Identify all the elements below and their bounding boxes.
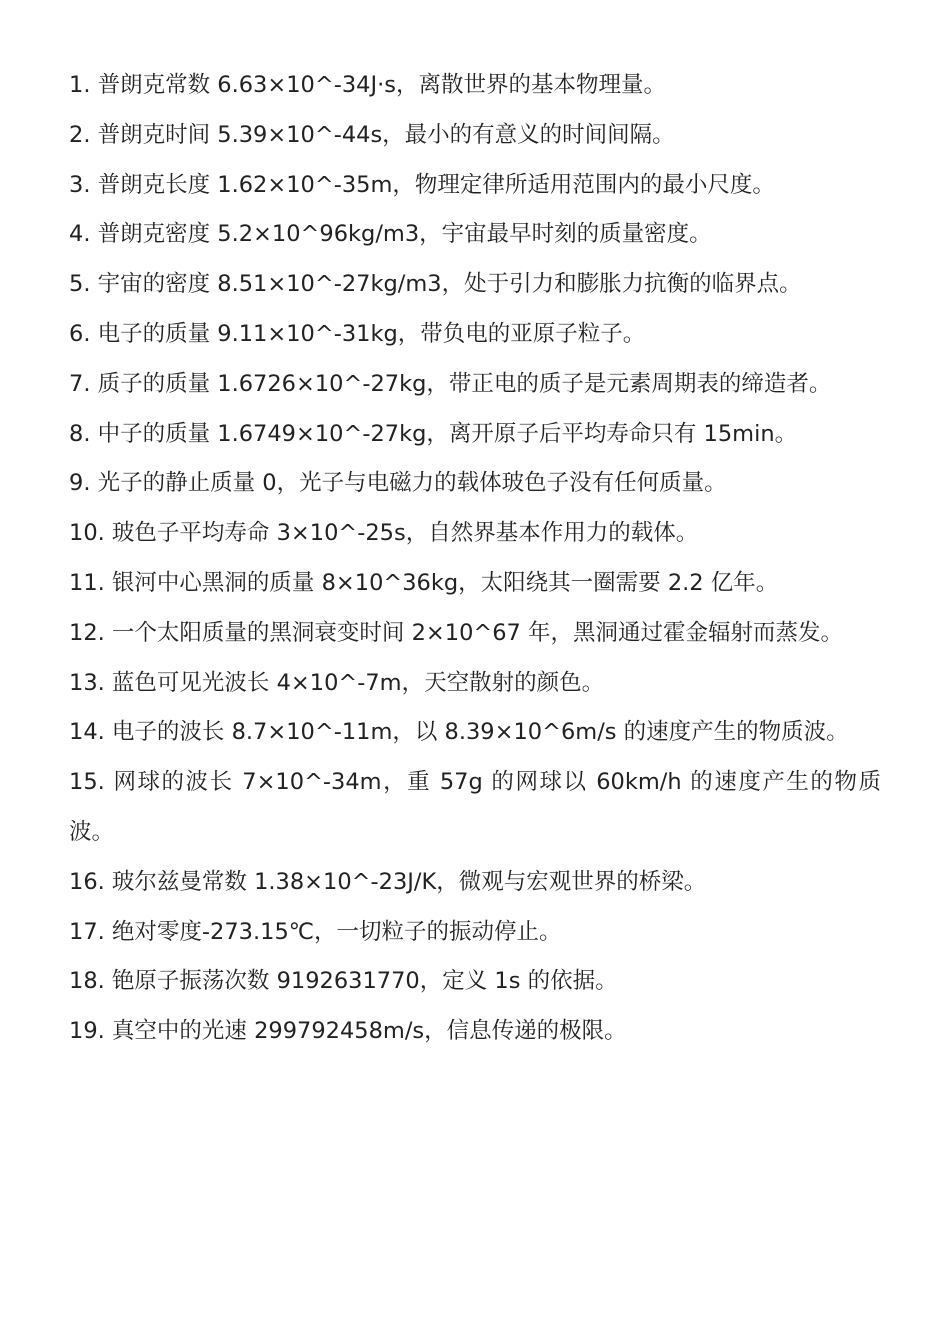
list-item: 8. 中子的质量 1.6749×10^-27kg，离开原子后平均寿命只有 15min。	[69, 420, 798, 447]
list-item: 19. 真空中的光速 299792458m/s，信息传递的极限。	[69, 1018, 627, 1045]
list-item: 1. 普朗克常数 6.63×10^-34J·s，离散世界的基本物理量。	[69, 72, 666, 98]
list-item: 6. 电子的质量 9.11×10^-31kg，带负电的亚原子粒子。	[69, 320, 646, 347]
document-body	[69, 61, 881, 1057]
list-item: 7. 质子的质量 1.6726×10^-27kg，带正电的质子是元素周期表的缔造者。	[69, 370, 832, 397]
list-item: 17. 绝对零度-273.15℃，一切粒子的振动停止。	[69, 918, 562, 945]
list-item: 9. 光子的静止质量 0，光子与电磁力的载体玻色子没有任何质量。	[69, 470, 727, 497]
list-item: 15. 网球的波长 7×10^-34m，重 57g 的网球以 60km/h 的速度产生的物质波。	[69, 769, 881, 845]
list-item: 4. 普朗克密度 5.2×10^96kg/m3，宇宙最早时刻的质量密度。	[69, 221, 712, 248]
list-item: 13. 蓝色可见光波长 4×10^-7m，天空散射的颜色。	[69, 669, 605, 696]
list-item: 16. 玻尔兹曼常数 1.38×10^-23J/K，微观与宏观世界的桥梁。	[69, 868, 707, 895]
list-item: 2. 普朗克时间 5.39×10^-44s，最小的有意义的时间间隔。	[69, 121, 675, 148]
list-item: 5. 宇宙的密度 8.51×10^-27kg/m3，处于引力和膨胀力抗衡的临界点。	[69, 271, 802, 298]
list-item: 18. 铯原子振荡次数 9192631770，定义 1s 的依据。	[69, 968, 618, 995]
list-item: 11. 银河中心黑洞的质量 8×10^36kg，太阳绕其一圈需要 2.2 亿年。	[69, 569, 779, 596]
list-item: 10. 玻色子平均寿命 3×10^-25s，自然界基本作用力的载体。	[69, 520, 699, 547]
list-item: 3. 普朗克长度 1.62×10^-35m，物理定律所适用范围内的最小尺度。	[69, 171, 775, 198]
list-item: 12. 一个太阳质量的黑洞衰变时间 2×10^67 年，黑洞通过霍金辐射而蒸发。	[69, 619, 844, 646]
list-item: 14. 电子的波长 8.7×10^-11m，以 8.39×10^6m/s 的速度产生的物质波。	[69, 719, 849, 746]
